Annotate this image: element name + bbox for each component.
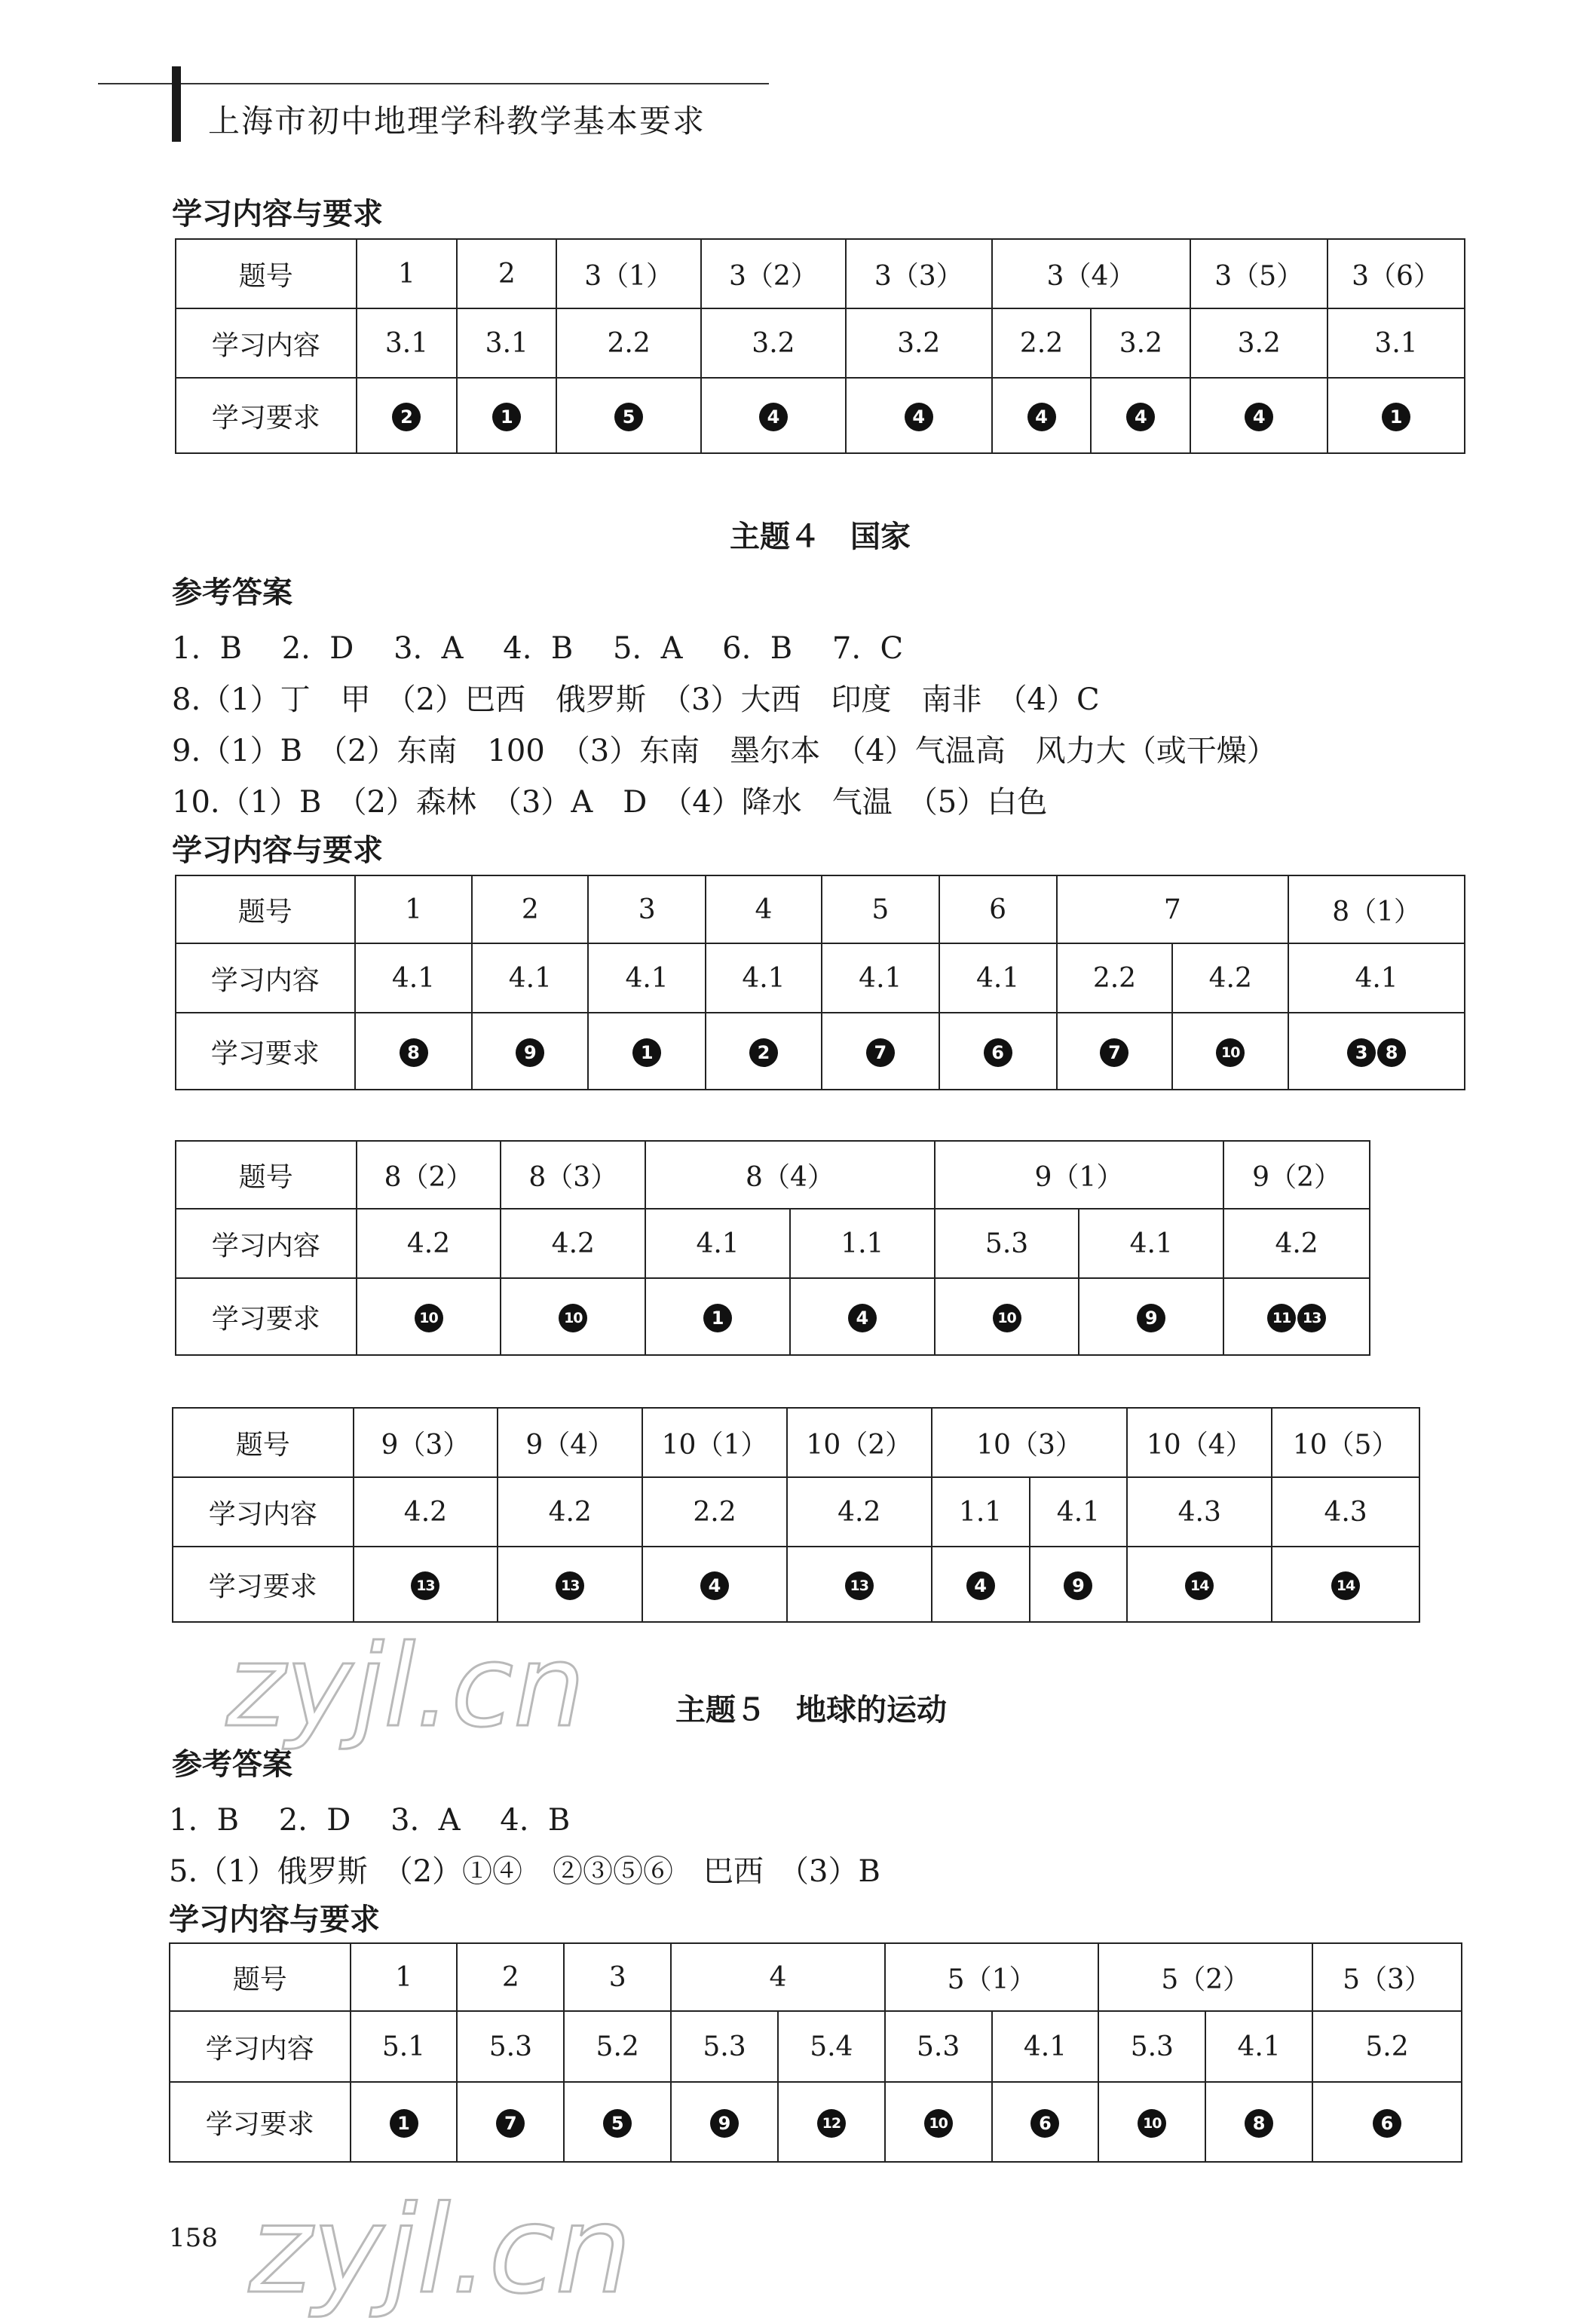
content-cell: 4.1: [645, 1209, 790, 1278]
question-cell: 3: [588, 875, 706, 943]
content-cell: 2.2: [642, 1477, 787, 1547]
content-cell: 5.3: [885, 2011, 992, 2082]
question-cell: 8（2）: [357, 1141, 501, 1209]
label-content: 学习内容: [170, 2011, 351, 2082]
content-cell: 5.2: [1312, 2011, 1462, 2082]
content-cell: 4.1: [822, 943, 939, 1013]
circled-number-icon: 3: [1347, 1038, 1376, 1067]
circled-number-icon: 8: [1245, 2109, 1273, 2138]
requirement-cell: [1312, 2082, 1462, 2162]
question-cell: 3（4）: [992, 239, 1191, 308]
question-cell: 7: [1057, 875, 1289, 943]
label-content: 学习内容: [176, 943, 355, 1013]
circled-number-icon: 9: [516, 1038, 544, 1067]
requirement-cell: [701, 378, 846, 453]
requirement-cell: [457, 378, 556, 453]
requirement-cell: [1272, 1547, 1419, 1622]
requirement-cell: [1057, 1013, 1173, 1090]
requirement-cell: [498, 1547, 642, 1622]
question-cell: 2: [457, 1943, 564, 2011]
content-cell: 4.3: [1272, 1477, 1419, 1547]
answer-line: 10.（1）B （2）森林 （3）A D （4）降水 气温 （5）白色: [172, 785, 1048, 820]
content-cell: 4.1: [355, 943, 473, 1013]
requirement-cell: [939, 1013, 1057, 1090]
label-question-number: 题号: [170, 1943, 351, 2011]
question-cell: 9（4）: [498, 1408, 642, 1477]
requirement-cell: [885, 2082, 992, 2162]
watermark-logo: zyjl.cn: [249, 2179, 632, 2320]
circled-number-icon: 1: [1382, 403, 1410, 431]
requirement-cell: [935, 1278, 1079, 1355]
content-cell: 5.3: [1098, 2011, 1205, 2082]
question-cell: 5（2）: [1098, 1943, 1312, 2011]
requirement-cell: [1172, 1013, 1288, 1090]
requirement-cell: [992, 2082, 1099, 2162]
question-cell: 8（3）: [501, 1141, 645, 1209]
question-cell: 3（5）: [1190, 239, 1327, 308]
circled-number-icon: 2: [392, 403, 421, 431]
circled-number-icon: 4: [848, 1304, 877, 1332]
question-cell: 5（3）: [1312, 1943, 1462, 2011]
requirement-cell: [642, 1547, 787, 1622]
label-content: 学习内容: [176, 308, 357, 378]
answer-line: 9.（1）B （2）东南 100 （3）东南 墨尔本 （4）气温高 风力大（或干燥）: [172, 734, 1277, 768]
question-cell: 10（4）: [1127, 1408, 1272, 1477]
header-rule: [98, 83, 769, 84]
content-cell: 4.1: [992, 2011, 1099, 2082]
answer-line: 1. B 2. D 3. A 4. B: [169, 1803, 571, 1838]
requirement-cell: [351, 2082, 458, 2162]
question-cell: 9（1）: [935, 1141, 1223, 1209]
section-heading-answers: 参考答案: [172, 575, 292, 610]
content-cell: 5.1: [351, 2011, 458, 2082]
requirement-cell: [992, 378, 1092, 453]
circled-number-icon: 4: [1245, 403, 1273, 431]
circled-number-icon: 4: [1126, 403, 1155, 431]
content-cell: 5.3: [457, 2011, 564, 2082]
circled-number-icon: 7: [496, 2109, 525, 2138]
circled-number-icon: 9: [1064, 1571, 1092, 1600]
requirement-cell: [556, 378, 701, 453]
requirement-cell: [457, 2082, 564, 2162]
content-cell: 4.2: [354, 1477, 498, 1547]
requirement-cell: [472, 1013, 588, 1090]
content-cell: 4.2: [1172, 943, 1288, 1013]
content-cell: 4.1: [472, 943, 588, 1013]
circled-number-icon: 4: [905, 403, 933, 431]
requirement-cell: [778, 2082, 885, 2162]
question-cell: 8（1）: [1288, 875, 1465, 943]
topic4-title: 主题４ 国家: [730, 520, 911, 554]
circled-number-icon: 10: [1216, 1038, 1245, 1067]
circled-number-icon: 13: [411, 1571, 439, 1600]
requirement-cell: [1288, 1013, 1465, 1090]
circled-number-icon: 9: [710, 2109, 739, 2138]
topic5-title: 主题５ 地球的运动: [675, 1693, 947, 1728]
answer-line: 8.（1）丁 甲 （2）巴西 俄罗斯 （3）大西 印度 南非 （4）C: [172, 682, 1100, 717]
question-cell: 10（1）: [642, 1408, 787, 1477]
content-cell: 3.1: [1327, 308, 1465, 378]
answer-line: 1. B 2. D 3. A 4. B 5. A 6. B 7. C: [172, 631, 904, 666]
requirement-cell: [790, 1278, 935, 1355]
label-question-number: 题号: [173, 1408, 354, 1477]
question-cell: 10（3）: [932, 1408, 1128, 1477]
section-heading-learning: 学习内容与要求: [169, 1902, 380, 1937]
section-heading-learning: 学习内容与要求: [172, 833, 383, 868]
circled-number-icon: 11: [1267, 1304, 1296, 1332]
content-cell: 3.1: [357, 308, 458, 378]
question-cell: 1: [357, 239, 458, 308]
question-cell: 3: [564, 1943, 671, 2011]
requirement-cell: [1127, 1547, 1272, 1622]
circled-number-icon: 10: [1138, 2109, 1166, 2138]
requirement-cell: [354, 1547, 498, 1622]
content-cell: 4.1: [1205, 2011, 1312, 2082]
label-content: 学习内容: [173, 1477, 354, 1547]
requirement-cell: [357, 378, 458, 453]
content-cell: 4.3: [1127, 1477, 1272, 1547]
content-cell: 3.2: [846, 308, 992, 378]
question-cell: 10（5）: [1272, 1408, 1419, 1477]
circled-number-icon: 10: [924, 2109, 953, 2138]
question-cell: 4: [671, 1943, 885, 2011]
question-cell: 10（2）: [787, 1408, 932, 1477]
requirement-cell: [501, 1278, 645, 1355]
question-cell: 6: [939, 875, 1057, 943]
requirement-cell: [588, 1013, 706, 1090]
circled-number-icon: 8: [1377, 1038, 1406, 1067]
requirement-cell: [1205, 2082, 1312, 2162]
circled-number-icon: 10: [993, 1304, 1021, 1332]
content-cell: 1.1: [790, 1209, 935, 1278]
label-question-number: 题号: [176, 875, 355, 943]
label-question-number: 题号: [176, 239, 357, 308]
header-bar: [172, 66, 181, 142]
content-cell: 3.1: [457, 308, 556, 378]
circled-number-icon: 8: [400, 1038, 428, 1067]
table-topic4-2: [175, 1140, 1370, 1356]
label-requirement: 学习要求: [176, 378, 357, 453]
label-requirement: 学习要求: [176, 1278, 357, 1355]
requirement-cell: [1079, 1278, 1223, 1355]
circled-number-icon: 14: [1185, 1571, 1214, 1600]
content-cell: 4.1: [1030, 1477, 1128, 1547]
circled-number-icon: 4: [700, 1571, 729, 1600]
circled-number-icon: 1: [492, 403, 521, 431]
requirement-cell: [932, 1547, 1030, 1622]
table-topic4-3: [172, 1407, 1420, 1623]
content-cell: 4.1: [1079, 1209, 1223, 1278]
circled-number-icon: 12: [817, 2109, 846, 2138]
label-requirement: 学习要求: [173, 1547, 354, 1622]
requirement-cell: [1190, 378, 1327, 453]
content-cell: 2.2: [992, 308, 1092, 378]
content-cell: 4.1: [588, 943, 706, 1013]
requirement-cell: [787, 1547, 932, 1622]
question-cell: 8（4）: [645, 1141, 934, 1209]
question-cell: 2: [457, 239, 556, 308]
content-cell: 1.1: [932, 1477, 1030, 1547]
watermark-logo: zyjl.cn: [226, 1621, 586, 1752]
label-content: 学习内容: [176, 1209, 357, 1278]
circled-number-icon: 13: [556, 1571, 584, 1600]
circled-number-icon: 10: [559, 1304, 587, 1332]
circled-number-icon: 1: [390, 2109, 418, 2138]
circled-number-icon: 7: [866, 1038, 895, 1067]
page-number: 158: [169, 2223, 218, 2253]
requirement-cell: [1030, 1547, 1128, 1622]
content-cell: 4.2: [498, 1477, 642, 1547]
circled-number-icon: 14: [1331, 1571, 1360, 1600]
question-cell: 9（2）: [1223, 1141, 1370, 1209]
section-heading-answers: 参考答案: [172, 1747, 292, 1782]
circled-number-icon: 13: [1297, 1304, 1326, 1332]
circled-number-icon: 4: [966, 1571, 995, 1600]
content-cell: 4.1: [706, 943, 822, 1013]
label-requirement: 学习要求: [170, 2082, 351, 2162]
content-cell: 2.2: [556, 308, 701, 378]
question-cell: 1: [355, 875, 473, 943]
question-cell: 3（2）: [701, 239, 846, 308]
content-cell: 3.2: [701, 308, 846, 378]
requirement-cell: [355, 1013, 473, 1090]
question-cell: 9（3）: [354, 1408, 498, 1477]
circled-number-icon: 6: [984, 1038, 1012, 1067]
section-heading-learning: 学习内容与要求: [172, 197, 383, 231]
content-cell: 5.2: [564, 2011, 671, 2082]
question-cell: 4: [706, 875, 822, 943]
requirement-cell: [846, 378, 992, 453]
content-cell: 4.2: [787, 1477, 932, 1547]
circled-number-icon: 6: [1373, 2109, 1401, 2138]
content-cell: 5.4: [778, 2011, 885, 2082]
running-header: 上海市初中地理学科教学基本要求: [208, 103, 706, 140]
requirement-cell: [1091, 378, 1190, 453]
content-cell: 3.2: [1190, 308, 1327, 378]
content-cell: 4.1: [939, 943, 1057, 1013]
circled-number-icon: 9: [1137, 1304, 1165, 1332]
requirement-cell: [822, 1013, 939, 1090]
circled-number-icon: 10: [415, 1304, 443, 1332]
label-question-number: 题号: [176, 1141, 357, 1209]
content-cell: 5.3: [671, 2011, 778, 2082]
circled-number-icon: 5: [614, 403, 643, 431]
label-requirement: 学习要求: [176, 1013, 355, 1090]
circled-number-icon: 4: [759, 403, 788, 431]
circled-number-icon: 5: [603, 2109, 632, 2138]
requirement-cell: [564, 2082, 671, 2162]
circled-number-icon: 1: [703, 1304, 732, 1332]
question-cell: 3（1）: [556, 239, 701, 308]
circled-number-icon: 2: [749, 1038, 778, 1067]
requirement-cell: [1098, 2082, 1205, 2162]
answer-line: 5.（1）俄罗斯 （2）①④ ②③⑤⑥ 巴西 （3）B: [169, 1854, 880, 1889]
question-cell: 5（1）: [885, 1943, 1099, 2011]
circled-number-icon: 4: [1027, 403, 1056, 431]
question-cell: 1: [351, 1943, 458, 2011]
question-cell: 2: [472, 875, 588, 943]
requirement-cell: [671, 2082, 778, 2162]
requirement-cell: [1327, 378, 1465, 453]
content-cell: 4.1: [1288, 943, 1465, 1013]
requirement-cell: [706, 1013, 822, 1090]
question-cell: 3（3）: [846, 239, 992, 308]
table-topic4-1: [175, 875, 1465, 1090]
table-topic5-1: [169, 1942, 1462, 2163]
content-cell: 2.2: [1057, 943, 1173, 1013]
table-a: [175, 238, 1465, 454]
question-cell: 3（6）: [1327, 239, 1465, 308]
content-cell: 4.2: [1223, 1209, 1370, 1278]
content-cell: 5.3: [935, 1209, 1079, 1278]
circled-number-icon: 13: [845, 1571, 874, 1600]
circled-number-icon: 1: [632, 1038, 661, 1067]
requirement-cell: [645, 1278, 790, 1355]
requirement-cell: [1223, 1278, 1370, 1355]
content-cell: 4.2: [501, 1209, 645, 1278]
circled-number-icon: 6: [1030, 2109, 1059, 2138]
requirement-cell: [357, 1278, 501, 1355]
content-cell: 4.2: [357, 1209, 501, 1278]
question-cell: 5: [822, 875, 939, 943]
content-cell: 3.2: [1091, 308, 1190, 378]
circled-number-icon: 7: [1100, 1038, 1128, 1067]
